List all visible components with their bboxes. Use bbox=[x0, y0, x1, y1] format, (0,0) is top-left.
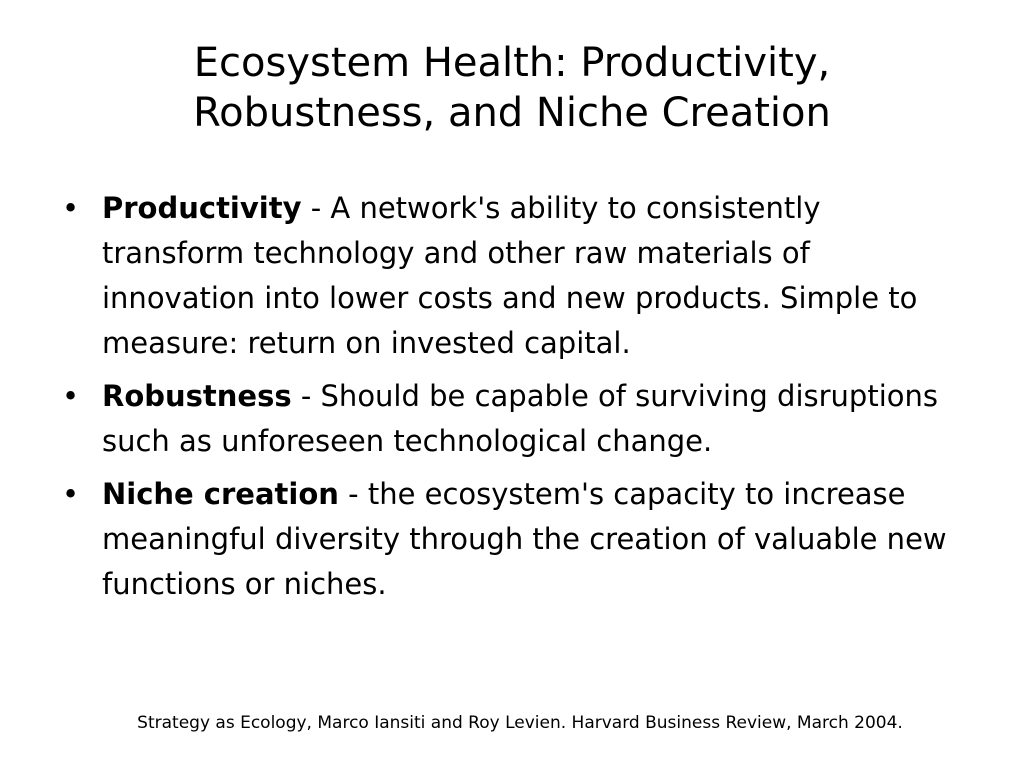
slide-title bbox=[40, 38, 984, 138]
title-line-2: Robustness, and Niche Creation bbox=[193, 90, 831, 136]
bullet-item-niche-creation bbox=[60, 472, 960, 607]
bullet-text: - Should be capable of surviving disruptions such as unforeseen technological change. bbox=[102, 379, 938, 458]
bullet-term: Niche creation bbox=[102, 477, 339, 511]
title-line-1: Ecosystem Health: Productivity, bbox=[193, 40, 831, 86]
bullet-term: Robustness bbox=[102, 379, 292, 413]
bullet-term: Productivity bbox=[102, 191, 302, 225]
bullet-item-robustness bbox=[60, 374, 960, 464]
citation: Strategy as Ecology, Marco Iansiti and Roy Levien. Harvard Business Review, March 2004. bbox=[137, 713, 903, 733]
bullet-icon: • bbox=[62, 477, 80, 511]
bullet-icon: • bbox=[62, 379, 80, 413]
bullet-icon: • bbox=[62, 191, 80, 225]
bullet-list bbox=[60, 186, 960, 615]
bullet-text: - the ecosystem's capacity to increase meaningful diversity through the creation of valuable new functions or niches. bbox=[102, 477, 947, 601]
bullet-text: - A network's ability to consistently transform technology and other raw materials of innovation into lower costs and new products. Simple to measure: return on invested capital. bbox=[102, 191, 918, 360]
bullet-item-productivity bbox=[60, 186, 960, 366]
